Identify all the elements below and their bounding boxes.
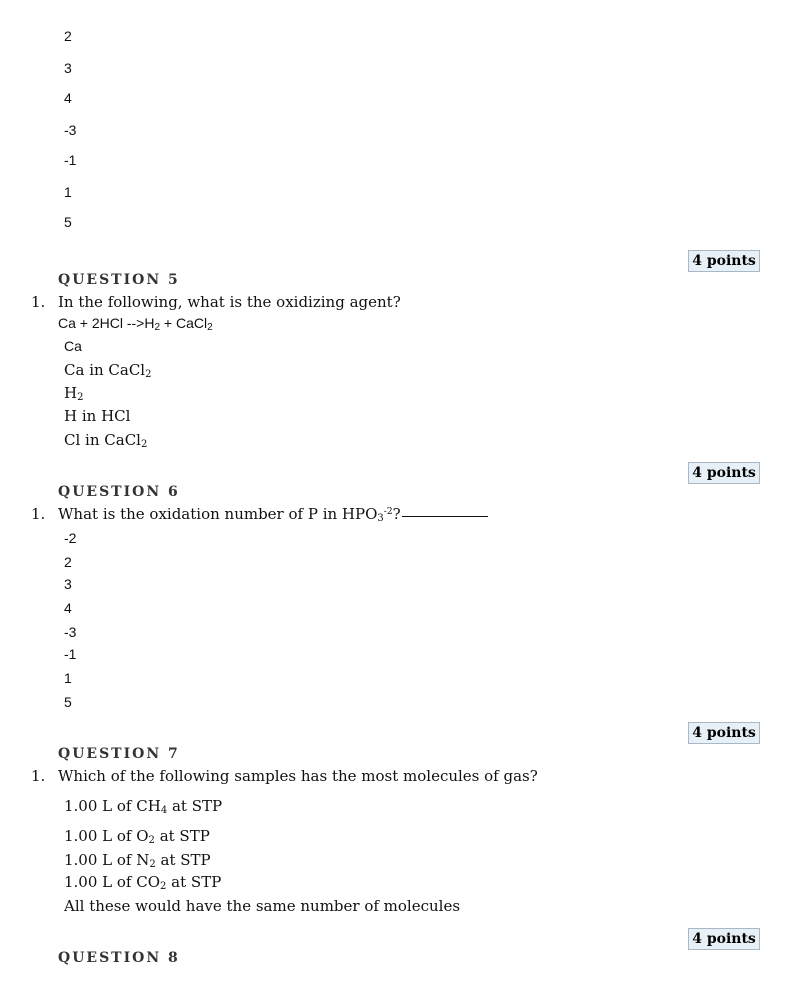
answer-option[interactable]: All these would have the same number of molecules xyxy=(64,897,461,915)
option-subscript: 2 xyxy=(145,369,152,380)
option-subscript: 2 xyxy=(149,859,156,870)
question-number: 1. xyxy=(31,293,46,311)
question-heading: QUESTION 7 xyxy=(58,746,180,762)
answer-option[interactable]: 3 xyxy=(64,576,72,592)
answer-blank-line xyxy=(402,516,488,517)
option-subscript: 2 xyxy=(160,881,167,892)
option-text: Cl in CaCl xyxy=(64,431,141,449)
answer-option[interactable]: 2 xyxy=(64,554,72,570)
answer-option[interactable] xyxy=(64,851,211,869)
option-subscript: 2 xyxy=(148,835,155,846)
option-item[interactable]: 2 xyxy=(64,28,72,44)
points-badge: 4 points xyxy=(688,250,760,272)
option-subscript: 4 xyxy=(160,805,168,816)
answer-option[interactable]: Ca xyxy=(64,338,82,354)
question-text xyxy=(58,505,488,523)
option-item[interactable]: -1 xyxy=(64,152,77,168)
question-heading: QUESTION 8 xyxy=(58,950,180,966)
question-text-end: ? xyxy=(392,505,401,523)
answer-option[interactable]: -2 xyxy=(64,530,77,546)
option-subscript: 2 xyxy=(140,439,148,450)
equation-rhs: + CaCl xyxy=(160,315,208,331)
equation-lhs: Ca + 2HCl -->H xyxy=(58,315,155,331)
points-badge: 4 points xyxy=(688,722,760,744)
answer-option[interactable] xyxy=(64,827,210,845)
answer-option[interactable]: 4 xyxy=(64,600,72,616)
option-text: 1.00 L of CO xyxy=(64,873,161,891)
answer-option[interactable] xyxy=(64,431,147,449)
answer-option[interactable]: H in HCl xyxy=(64,407,131,425)
option-item[interactable]: -3 xyxy=(64,122,77,138)
question-number: 1. xyxy=(31,767,46,785)
option-text: at STP xyxy=(167,797,223,815)
answer-option[interactable] xyxy=(64,384,83,402)
equation-subscript: 2 xyxy=(154,322,161,333)
question-heading: QUESTION 5 xyxy=(58,272,180,288)
option-item[interactable]: 3 xyxy=(64,60,72,76)
option-subscript: 2 xyxy=(77,392,84,403)
question-heading: QUESTION 6 xyxy=(58,484,180,500)
answer-option[interactable] xyxy=(64,797,222,815)
answer-option[interactable]: 5 xyxy=(64,694,72,710)
formula-superscript: -2 xyxy=(383,507,393,517)
answer-option[interactable]: -1 xyxy=(64,646,77,662)
question-text: Which of the following samples has the most molecules of gas? xyxy=(58,767,538,785)
answer-option[interactable] xyxy=(64,361,151,379)
formula-subscript: 3 xyxy=(377,513,384,524)
question-text: In the following, what is the oxidizing agent? xyxy=(58,293,401,311)
option-text: at STP xyxy=(155,851,211,869)
answer-option[interactable] xyxy=(64,873,221,891)
points-badge: 4 points xyxy=(688,462,760,484)
chemical-equation xyxy=(58,315,213,331)
option-text: H xyxy=(64,384,78,402)
question-number: 1. xyxy=(31,505,46,523)
equation-subscript: 2 xyxy=(207,322,213,333)
question-text-main: What is the oxidation number of P in HPO xyxy=(58,505,378,523)
answer-option[interactable]: -3 xyxy=(64,624,77,640)
option-text: 1.00 L of O xyxy=(64,827,149,845)
option-item[interactable]: 5 xyxy=(64,214,72,230)
option-text: Ca in CaCl xyxy=(64,361,146,379)
points-badge: 4 points xyxy=(688,928,760,950)
option-text: at STP xyxy=(154,827,210,845)
option-text: 1.00 L of N xyxy=(64,851,150,869)
option-text: at STP xyxy=(166,873,222,891)
option-item[interactable]: 4 xyxy=(64,90,72,106)
option-text: 1.00 L of CH xyxy=(64,797,161,815)
option-item[interactable]: 1 xyxy=(64,184,72,200)
answer-option[interactable]: 1 xyxy=(64,670,72,686)
